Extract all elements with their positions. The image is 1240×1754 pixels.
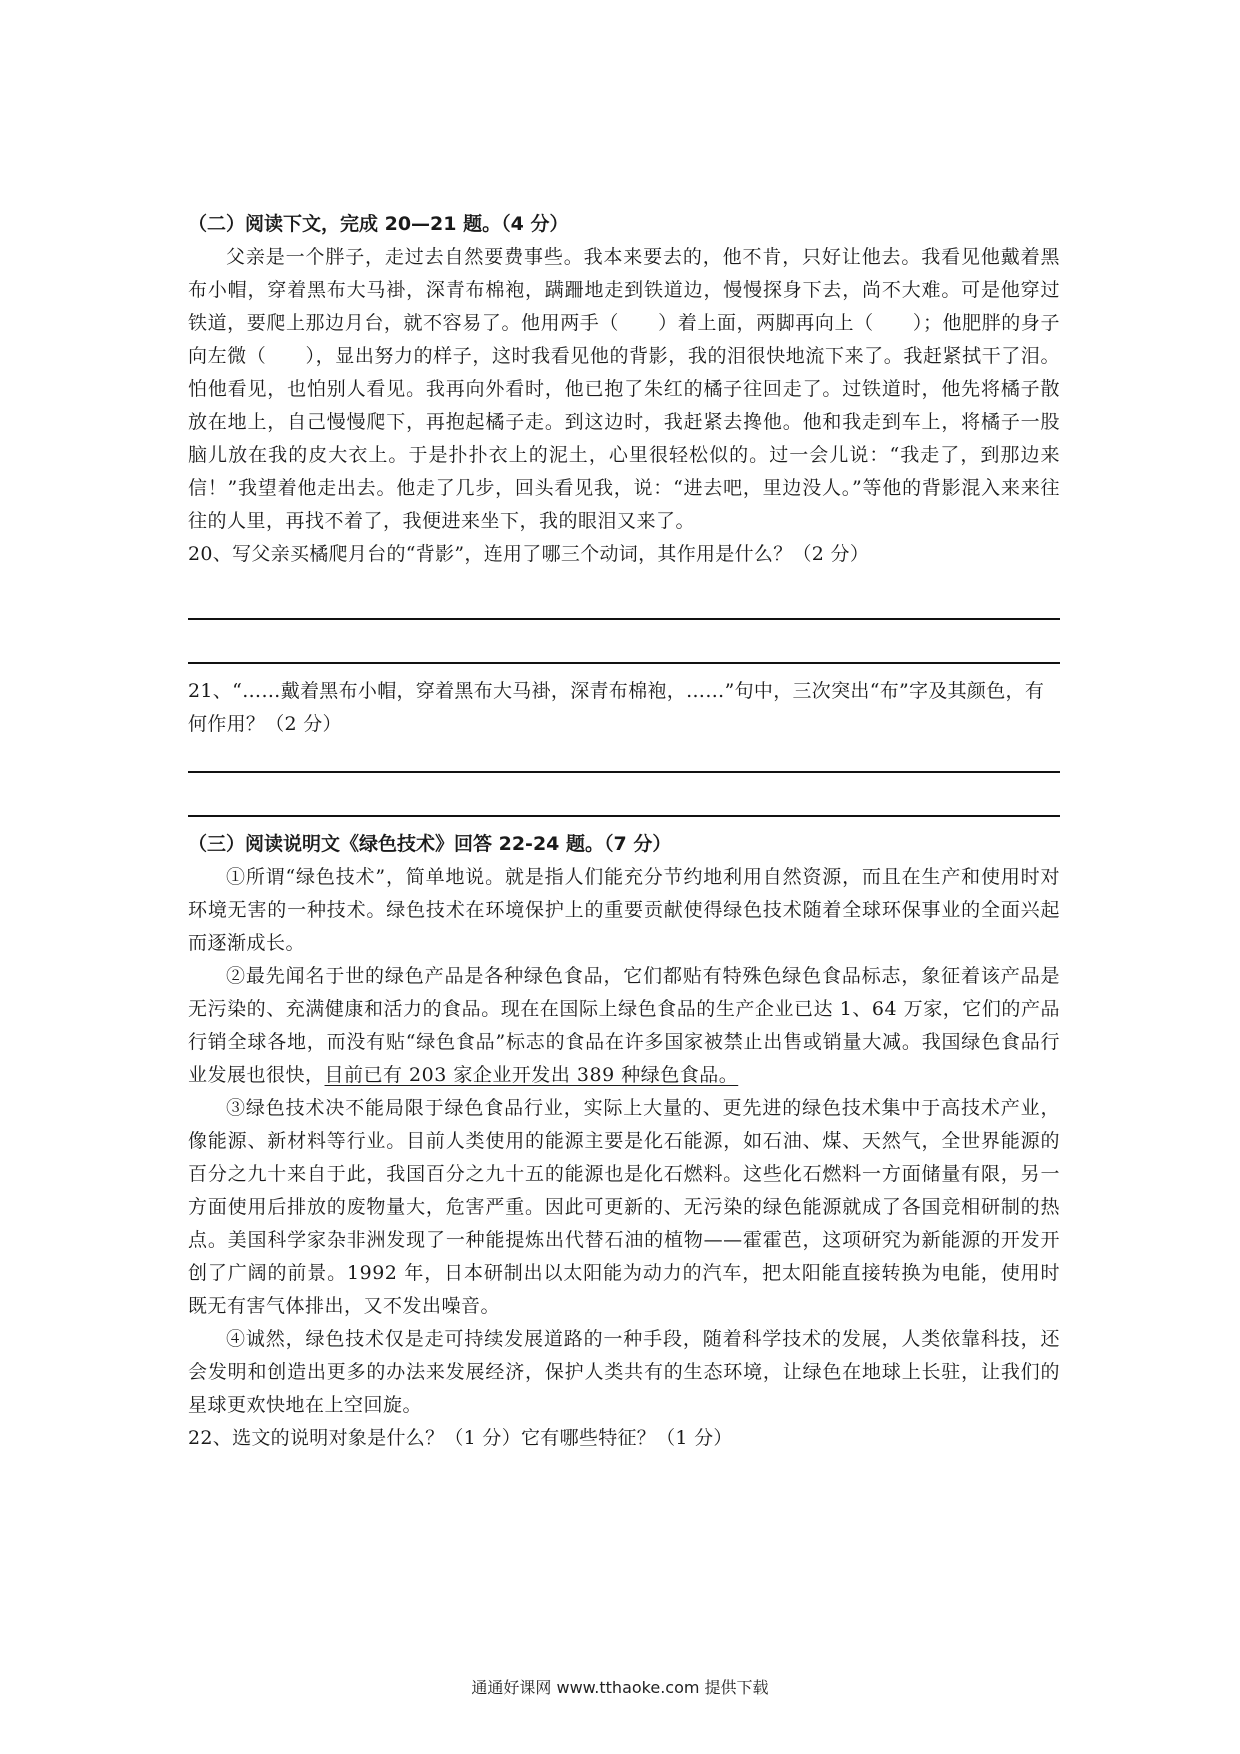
paragraph-2-underlined-sentence: 目前已有 203 家企业开发出 389 种绿色食品。: [324, 1064, 739, 1086]
section-3-paragraph-3: ③绿色技术决不能局限于绿色食品行业，实际上大量的、更先进的绿色技术集中于高技术产业，像能源、新材料等行业。目前人类使用的能源主要是化石能源，如石油、煤、天然气，全世界能源的百分之九十来自于此，我国百分之九十五的能源也是化石燃料。这些化石燃料一方面储量有限，另一方面使用后排放的废物量大，危害严重。因此可更新的、无污染的绿色能源就成了各国竞相研制的热点。美国科学家杂非洲发现了一种能提炼出代替石油的植物——霍霍芭，这项研究为新能源的开发开创了广阔的前景。1992 年，日本研制出以太阳能为动力的汽车，把太阳能直接转换为电能，使用时既无有害气体排出，又不发出噪音。: [188, 1097, 1060, 1317]
question-22: 22、选文的说明对象是什么？（1 分）它有哪些特征？（1 分）: [188, 1427, 733, 1449]
section-3-paragraph-2: [188, 960, 1060, 1092]
section-3-paragraph-1: ①所谓“绿色技术”，简单地说。就是指人们能充分节约地利用自然资源，而且在生产和使用时对环境无害的一种技术。绿色技术在环境保护上的重要贡献使得绿色技术随着全球环保事业的全面兴起而逐渐成长。: [188, 866, 1060, 954]
paragraph-2-text: ②最先闻名于世的绿色产品是各种绿色食品，它们都贴有特殊色绿色食品标志，象征着该产品是无污染的、充满健康和活力的食品。现在在国际上绿色食品的生产企业已达 1、64 万家，它们的产品行销全球各地，而没有贴“绿色食品”标志的食品在许多国家被禁止出售或销量大减。我国绿色食品行业发展也很快，: [188, 965, 1060, 1086]
section-3-paragraph-4: ④诚然，绿色技术仅是走可持续发展道路的一种手段，随着科学技术的发展，人类依靠科技，还会发明和创造出更多的办法来发展经济，保护人类共有的生态环境，让绿色在地球上长驻，让我们的星球更欢快地在上空回旋。: [188, 1328, 1060, 1416]
document-page: [188, 208, 1060, 1455]
section-2-heading: （二）阅读下文，完成 20—21 题。（4 分）: [188, 213, 569, 235]
page-footer: 通通好课网 www.tthaoke.com 提供下载: [471, 1678, 769, 1697]
section-2-passage: 父亲是一个胖子，走过去自然要费事些。我本来要去的，他不肯，只好让他去。我看见他戴着黑布小帽，穿着黑布大马褂，深青布棉袍，蹒跚地走到铁道边，慢慢探身下去，尚不大难。可是他穿过铁道，要爬上那边月台，就不容易了。他用两手（ ）着上面，两脚再向上（ ）；他肥胖的身子向左微（ ），显出努力的样子，这时我看见他的背影，我的泪很快地流下来了。我赶紧拭干了泪。怕他看见，也怕别人看见。我再向外看时，他已抱了朱红的橘子往回走了。过铁道时，他先将橘子散放在地上，自己慢慢爬下，再抱起橘子走。到这边时，我赶紧去搀他。他和我走到车上，将橘子一股脑儿放在我的皮大衣上。于是扑扑衣上的泥土，心里很轻松似的。过一会儿说：“我走了，到那边来信！”我望着他走出去。他走了几步，回头看见我，说：“进去吧，里边没人。”等他的背影混入来来往往的人里，再找不着了，我便进来坐下，我的眼泪又来了。: [188, 246, 1060, 532]
question-20: 20、写父亲买橘爬月台的“背影”，连用了哪三个动词，其作用是什么？（2 分）: [188, 543, 870, 565]
question-21: 21、“……戴着黑布小帽，穿着黑布大马褂，深青布棉袍，……”句中，三次突出“布”字及其颜色，有何作用？（2 分）: [188, 680, 1045, 735]
section-3-heading: （三）阅读说明文《绿色技术》回答 22-24 题。（7 分）: [188, 833, 672, 855]
